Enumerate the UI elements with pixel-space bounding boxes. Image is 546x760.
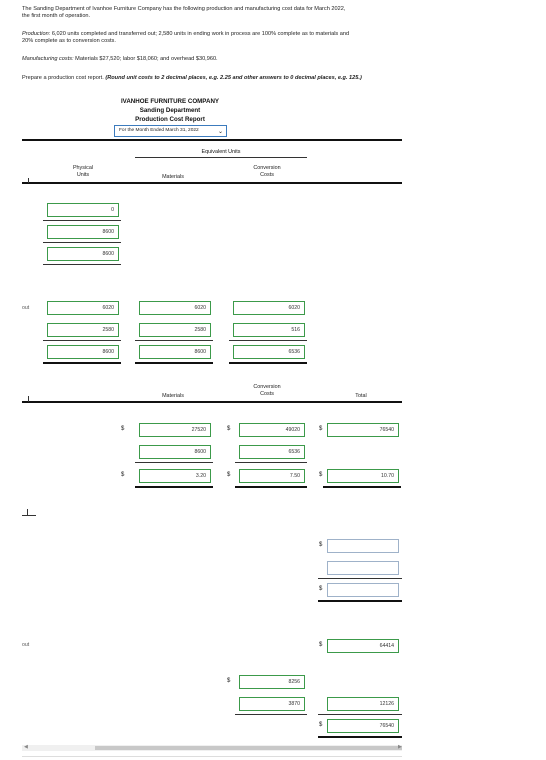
dollar-sign: $ — [227, 472, 231, 478]
conversion-equiv-units-input[interactable]: 6536 — [239, 445, 305, 459]
mfg-text: Materials $27,520; labor $18,060; and overhead $30,960. — [73, 56, 218, 62]
ending-wip-physical-input[interactable]: 2580 — [47, 323, 119, 337]
s3-rule-4 — [318, 714, 402, 715]
company-name: IVANHOE FURNITURE COMPANY — [120, 98, 220, 105]
total-cost-input[interactable]: 76540 — [327, 423, 399, 437]
s2-rule-conversion — [235, 462, 307, 463]
mfg-costs-line — [22, 56, 218, 63]
eq-total-rule-materials — [135, 362, 213, 364]
total-materials-input[interactable]: 8600 — [139, 345, 211, 359]
dollar-sign: $ — [121, 472, 125, 478]
intro-line-2: the first month of operation. — [22, 13, 91, 19]
total-physical-input[interactable]: 8600 — [47, 345, 119, 359]
dollar-sign: $ — [227, 426, 231, 432]
scroll-left-arrow-icon[interactable]: ◀ — [24, 744, 28, 750]
dollar-sign: $ — [319, 642, 323, 648]
prepare-instructions: (Round unit costs to 2 decimal places, e.g. 2.25 and other answers to 0 decimal places, e.g. 125.) — [105, 75, 362, 81]
physical-rule-1 — [43, 220, 121, 221]
period-select-value: For the Month Ended March 31, 2022 — [119, 128, 199, 133]
eq-total-rule-conversion — [229, 362, 307, 364]
dollar-sign: $ — [121, 426, 125, 432]
s2-materials-header: Materials — [162, 393, 184, 399]
physical-rule-3 — [43, 264, 121, 265]
dollar-sign: $ — [319, 586, 323, 592]
total-unit-cost-input[interactable]: 10.70 — [327, 469, 399, 483]
s2-rule-materials — [135, 462, 213, 463]
ending-wip-conversion-cost-input[interactable]: 8256 — [239, 675, 305, 689]
department-name: Sanding Department — [139, 107, 201, 114]
prepare-line — [22, 75, 362, 82]
transferred-out-conversion-input[interactable]: 6020 — [233, 301, 305, 315]
s2-total-rule-conversion — [235, 486, 307, 488]
total-units-input[interactable]: 8600 — [47, 247, 119, 261]
physical-units-header-1: Physical — [72, 165, 94, 171]
eq-total-rule-physical — [43, 362, 121, 364]
report-title: Production Cost Report — [135, 116, 205, 123]
conversion-header-2: Costs — [260, 172, 274, 178]
prepare-text: Prepare a production cost report. — [22, 75, 106, 81]
scroll-right-arrow-icon[interactable]: ▶ — [398, 744, 402, 750]
materials-unit-cost-input[interactable]: 3.20 — [139, 469, 211, 483]
s3-row-marker-line — [22, 515, 36, 516]
ending-wip-materials-cost-input[interactable]: 3870 — [239, 697, 305, 711]
period-select[interactable] — [114, 125, 227, 137]
scrollbar-thumb[interactable] — [95, 746, 402, 750]
ending-wip-materials-input[interactable]: 2580 — [139, 323, 211, 337]
dollar-sign: $ — [319, 722, 323, 728]
ending-wip-total-cost-input[interactable]: 12126 — [327, 697, 399, 711]
column-header-rule — [22, 182, 402, 184]
cost-reconciliation-input-1[interactable] — [327, 539, 399, 553]
s2-total-header: Total — [355, 393, 367, 399]
ending-wip-conversion-input[interactable]: 516 — [233, 323, 305, 337]
units-started-input[interactable]: 8600 — [47, 225, 119, 239]
transferred-out-physical-input[interactable]: 6020 — [47, 301, 119, 315]
transferred-out-materials-input[interactable]: 6020 — [139, 301, 211, 315]
header-rule — [22, 139, 402, 141]
production-text-1: 6,020 units completed and transferred out; 2,580 units in ending work in process are 100% complete as to materials and — [50, 31, 350, 37]
units-to-account-start-input[interactable]: 0 — [47, 203, 119, 217]
s2-conversion-header-1: Conversion — [253, 384, 281, 390]
dollar-sign: $ — [319, 426, 323, 432]
materials-cost-input[interactable]: 27520 — [139, 423, 211, 437]
production-line-2: 20% complete as to conversion costs. — [22, 38, 116, 44]
s3-rule-2 — [318, 600, 402, 602]
s2-total-rule-total — [323, 486, 401, 488]
s3-rule-1 — [318, 578, 402, 579]
dollar-sign: $ — [319, 542, 323, 548]
cost-reconciliation-input-3[interactable] — [327, 583, 399, 597]
s2-row-marker — [28, 396, 29, 402]
materials-equiv-units-input[interactable]: 8600 — [139, 445, 211, 459]
mfg-label: Manufacturing costs: — [22, 56, 74, 62]
s3-rule-3 — [235, 714, 307, 715]
eq-rule-conversion — [229, 340, 307, 341]
dollar-sign: $ — [227, 678, 231, 684]
chevron-down-icon: ⌄ — [217, 129, 223, 135]
s3-row-marker — [27, 509, 28, 515]
eq-rule-materials — [135, 340, 213, 341]
conversion-header-1: Conversion — [253, 165, 281, 171]
s2-conversion-header-2: Costs — [260, 391, 274, 397]
physical-units-header-2: Units — [76, 172, 90, 178]
s2-total-rule-materials — [135, 486, 213, 488]
materials-header: Materials — [162, 174, 184, 180]
production-line — [22, 31, 412, 38]
equivalent-units-header: Equivalent Units — [201, 149, 241, 155]
s2-header-rule — [22, 401, 402, 403]
conversion-cost-input[interactable]: 49020 — [239, 423, 305, 437]
s3-total-rule — [318, 736, 402, 738]
eq-rule-physical — [43, 340, 121, 341]
transferred-out-cost-input[interactable]: 64414 — [327, 639, 399, 653]
total-costs-accounted-input[interactable]: 76540 — [327, 719, 399, 733]
transferred-out-label: out — [22, 305, 30, 311]
row-marker — [28, 178, 29, 183]
s3-transferred-out-label: out — [22, 642, 30, 648]
intro-line-1: The Sanding Department of Ivanhoe Furniture Company has the following production and manufacturing cost data for March 2022, — [22, 6, 346, 12]
equiv-units-rule — [135, 157, 307, 158]
conversion-unit-cost-input[interactable]: 7.50 — [239, 469, 305, 483]
bottom-border — [22, 756, 402, 757]
total-conversion-input[interactable]: 6536 — [233, 345, 305, 359]
production-label: Production: — [22, 31, 51, 37]
physical-rule-2 — [43, 242, 121, 243]
cost-reconciliation-input-2[interactable] — [327, 561, 399, 575]
dollar-sign: $ — [319, 472, 323, 478]
